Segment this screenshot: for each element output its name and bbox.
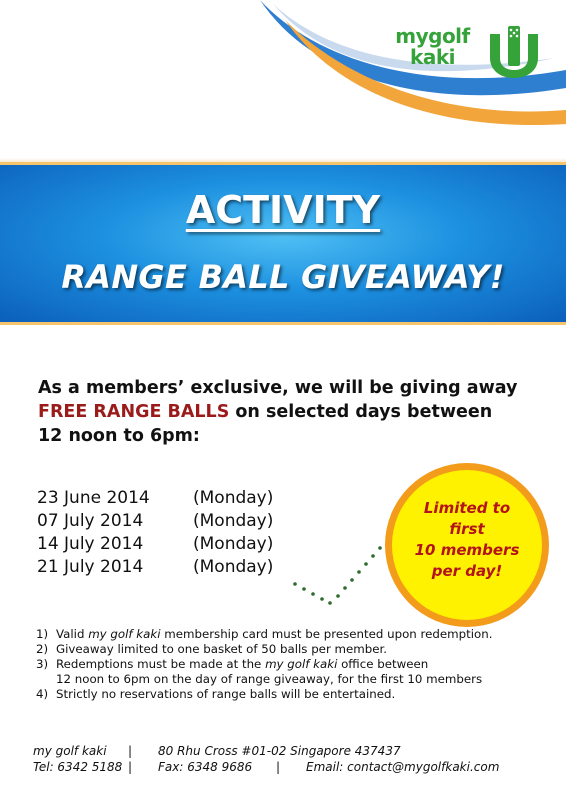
date-day: (Monday) [193, 557, 274, 577]
footer-separator: | [276, 760, 281, 774]
terms-number: 1) [36, 627, 49, 641]
footer-separator: | [128, 760, 133, 774]
terms-text-part: membership card must be presented upon redemption. [160, 627, 493, 641]
terms-text: Giveaway limited to one basket of 50 balls per member. [56, 642, 388, 656]
date-list [37, 487, 273, 579]
date-value: 23 June 2014 [37, 488, 150, 508]
logo-line-1: mygolf [395, 24, 470, 48]
terms-item [36, 687, 556, 702]
footer-fax: Fax: 6348 9686 [158, 760, 253, 774]
logo-wordmark [385, 26, 480, 68]
terms-text [56, 627, 492, 642]
activity-banner [0, 162, 566, 325]
logo-line-2: kaki [410, 45, 455, 69]
intro-line-2 [38, 400, 538, 424]
golf-tee-logo-icon [484, 20, 544, 78]
date-row [37, 533, 273, 556]
date-day: (Monday) [193, 511, 274, 531]
terms-text [56, 657, 428, 672]
date-day: (Monday) [193, 488, 274, 508]
callout-line-2: 10 members [414, 541, 520, 559]
intro-line-3: 12 noon to 6pm: [38, 426, 200, 446]
intro-line-2-rest: on selected days between [229, 402, 493, 422]
footer-contact [33, 743, 499, 775]
intro-paragraph [38, 376, 538, 448]
intro-line-1: As a members’ exclusive, we will be giving away [38, 378, 518, 398]
terms-item-continuation [36, 672, 556, 687]
terms-number: 2) [36, 642, 49, 656]
terms-brand-name: my golf kaki [265, 657, 338, 671]
footer-email[interactable]: Email: contact@mygolfkaki.com [306, 760, 500, 774]
footer-row [33, 743, 499, 759]
free-range-balls-highlight: FREE RANGE BALLS [38, 402, 230, 422]
terms-number: 3) [36, 657, 49, 671]
terms-item [36, 657, 556, 672]
callout-badge [392, 470, 542, 620]
terms-item [36, 627, 556, 642]
terms-brand-name: my golf kaki [88, 627, 161, 641]
banner-title: ACTIVITY [185, 188, 381, 232]
footer-row [33, 759, 499, 775]
date-value: 14 July 2014 [37, 534, 144, 554]
footer-company-name: my golf kaki [33, 744, 107, 758]
date-row [37, 487, 273, 510]
terms-number: 4) [36, 687, 49, 701]
terms-list [36, 627, 556, 702]
banner-subtitle: RANGE BALL GIVEAWAY! [61, 258, 505, 296]
date-day: (Monday) [193, 534, 274, 554]
terms-text-part: Redemptions must be made at the [56, 657, 266, 671]
callout-text [407, 498, 527, 582]
terms-item [36, 642, 556, 657]
footer-address: 80 Rhu Cross #01-02 Singapore 437437 [158, 744, 401, 758]
callout-line-3: per day! [431, 562, 503, 580]
footer-separator: | [128, 744, 133, 758]
date-row [37, 556, 273, 579]
date-value: 21 July 2014 [37, 557, 144, 577]
dotted-pointer-line [290, 520, 400, 610]
footer-tel: Tel: 6342 5188 [33, 760, 123, 774]
callout-line-1: Limited to first [423, 499, 511, 538]
terms-text: 12 noon to 6pm on the day of range giveaway, for the first 10 members [56, 672, 483, 686]
terms-text: Strictly no reservations of range balls will be entertained. [56, 687, 396, 701]
date-value: 07 July 2014 [37, 511, 144, 531]
terms-text-part: office between [337, 657, 429, 671]
terms-text-part: Valid [56, 627, 89, 641]
date-row [37, 510, 273, 533]
